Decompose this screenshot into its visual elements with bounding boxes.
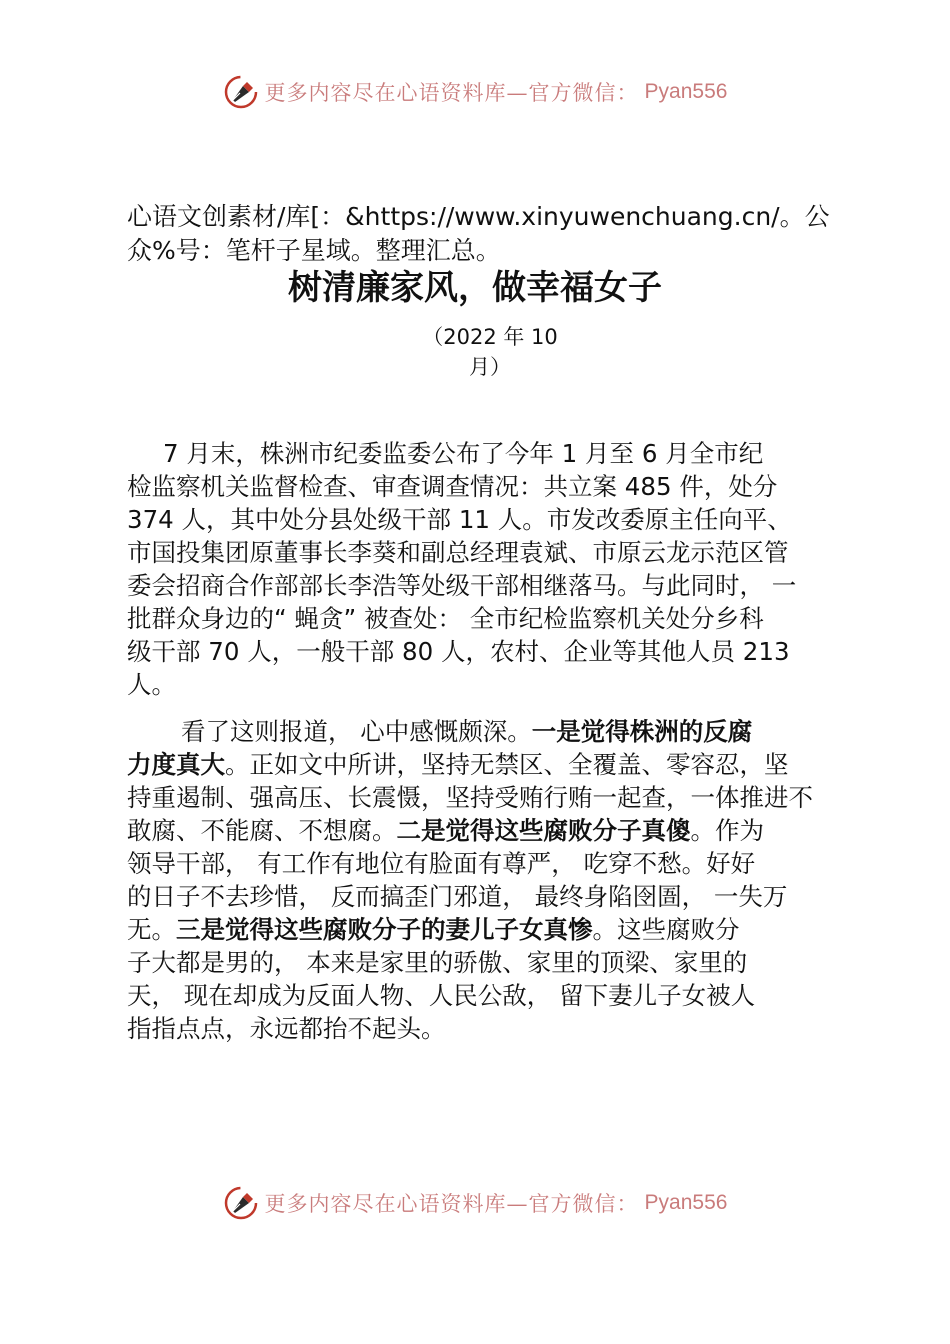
emphasis-point-1: 一是觉得株洲的反腐: [531, 717, 753, 746]
document-title: 树清廉家风，做幸福女子: [288, 268, 662, 308]
document-date: [415, 322, 565, 382]
paragraph-2-line: 子大都是男的， 本来是家里的骄傲、家里的顶梁、家里的: [127, 948, 748, 977]
paragraph-2-line: 的日子不去珍惜， 反而搞歪门邪道， 最终身陷囹圄， 一失万: [127, 882, 788, 911]
paragraph-1: [127, 437, 833, 701]
paragraph-2-line: 领导干部， 有工作有地位有脸面有尊严， 吃穿不愁。好好: [127, 849, 756, 878]
paragraph-1-line: 市国投集团原董事长李葵和副总经理袁斌、市原云龙示范区管: [127, 538, 789, 567]
paragraph-2-line: 持重遏制、强高压、长震慑，坚持受贿行贿一起查，一体推进不: [127, 783, 813, 812]
paragraph-2-line: 天， 现在却成为反面人物、人民公敌， 留下妻儿子女被人: [127, 981, 756, 1010]
banner-wechat-id: Pyan556: [644, 1191, 728, 1214]
paragraph-1-line: 检监察机关监督检查、审查调查情况：共立案 485 件，处分: [127, 472, 778, 501]
date-line-1: （2022 年 10: [422, 325, 558, 349]
paragraph-2-line: 力度真大。正如文中所讲，坚持无禁区、全覆盖、零容忍，坚: [127, 750, 789, 779]
paragraph-1-line: 批群众身边的“ 蝇贪” 被查处： 全市纪检监察机关处分乡科: [127, 604, 764, 633]
emphasis-point-1-cont: 力度真大: [127, 750, 225, 779]
paragraph-2-line: 敢腐、不能腐、不想腐。二是觉得这些腐败分子真傻。作为: [127, 816, 764, 845]
banner-wechat-id: Pyan556: [644, 80, 728, 103]
emphasis-point-3: 三是觉得这些腐败分子的妻儿子女真惨: [176, 915, 593, 944]
paragraph-1-line: 人。: [127, 670, 176, 699]
date-line-2: 月）: [469, 355, 511, 379]
paragraph-1-line: 级干部 70 人，一般干部 80 人，农村、企业等其他人员 213: [127, 637, 790, 666]
paragraph-2: [127, 715, 833, 1045]
pen-nib-logo-icon: [223, 74, 259, 110]
emphasis-point-2: 二是觉得这些腐败分子真傻: [396, 816, 691, 845]
paragraph-2-line: 指指点点，永远都抬不起头。: [127, 1014, 446, 1043]
header-watermark-banner: [0, 72, 950, 112]
paragraph-1-line: 委会招商合作部部长李浩等处级干部相继落马。与此同时， 一: [127, 571, 797, 600]
banner-promo-text: 更多内容尽在心语资料库—官方微信：: [264, 81, 639, 105]
banner-promo-text: 更多内容尽在心语资料库—官方微信：: [264, 1192, 639, 1216]
footer-watermark-banner: [0, 1183, 950, 1223]
paragraph-1-line: 7 月末，株洲市纪委监委公布了今年 1 月至 6 月全市纪: [163, 439, 764, 468]
pen-nib-logo-icon: [223, 1185, 259, 1221]
paragraph-1-line: 374 人，其中处分县处级干部 11 人。市发改委原主任向平、: [127, 505, 792, 534]
paragraph-2-line: 无。三是觉得这些腐败分子的妻儿子女真惨。这些腐败分: [127, 915, 740, 944]
source-note: 心语文创素材/库[：&https://www.xinyuwenchuang.cn/。公众%号：笔杆子星域。整理汇总。: [127, 202, 830, 265]
paragraph-2-line: 看了这则报道， 心中感慨颇深。一是觉得株洲的反腐: [181, 717, 753, 746]
